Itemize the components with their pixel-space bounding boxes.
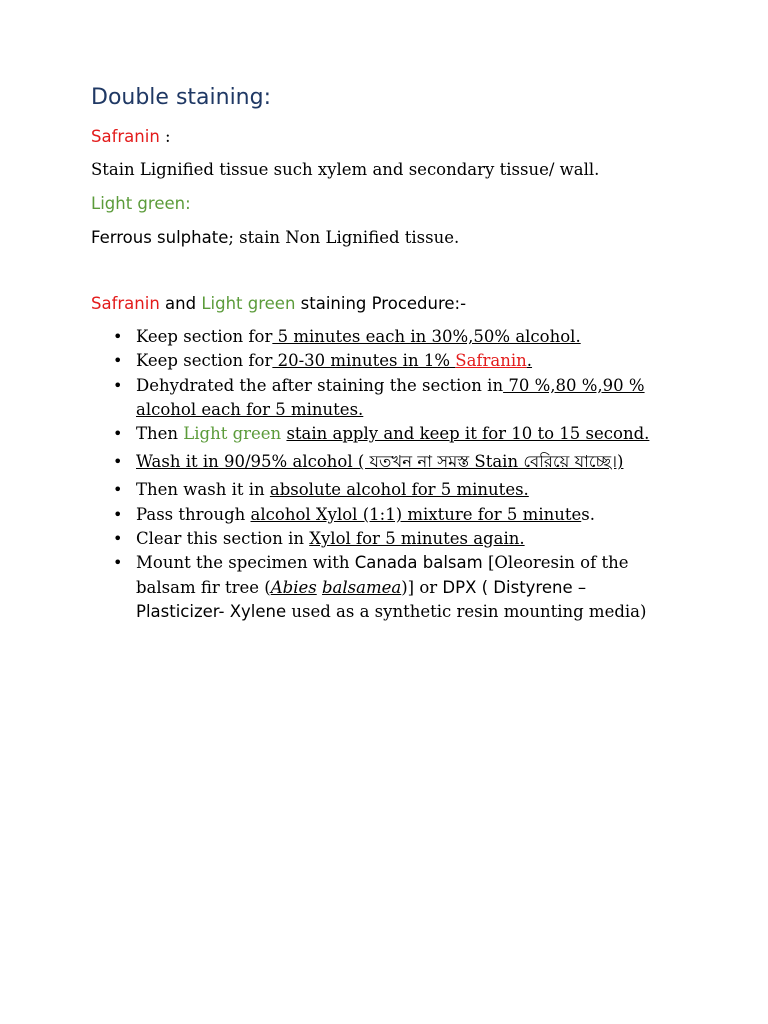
procedure-lightgreen: Light green xyxy=(201,294,296,313)
list-item xyxy=(113,551,676,624)
step-text: Keep section for xyxy=(136,327,273,346)
procedure-and: and xyxy=(159,294,202,313)
safranin-colon: : xyxy=(159,127,171,146)
safranin-heading: Safranin xyxy=(91,127,160,146)
list-item xyxy=(113,478,693,502)
step-underlined: Xylol for 5 minutes again. xyxy=(309,529,525,549)
procedure-steps xyxy=(113,325,693,624)
step-underlined: absolute alcohol for 5 minutes. xyxy=(269,480,529,500)
procedure-heading xyxy=(91,292,466,316)
step-text: Mount the specimen with xyxy=(136,553,355,573)
step-text: Pass through xyxy=(136,504,251,524)
list-item xyxy=(113,349,693,373)
step-bold: Canada balsam xyxy=(354,553,483,573)
step-underlined: . xyxy=(526,351,533,371)
procedure-safranin: Safranin xyxy=(91,294,160,313)
step-text: Then xyxy=(136,424,184,444)
ferrous-desc: ; stain Non Lignified tissue. xyxy=(228,228,460,247)
step-bold: DPX ( Distyrene – Plasticizer- Xylene xyxy=(136,577,587,621)
step-safranin: Safranin xyxy=(455,351,527,371)
step-text: Dehydrated the after staining the section in xyxy=(136,375,504,395)
list-item xyxy=(113,422,693,446)
step-text: Clear this section in xyxy=(136,529,310,549)
step-italic: Abies xyxy=(270,577,317,597)
page-title: Double staining: xyxy=(91,85,272,110)
step-lightgreen: Light green xyxy=(183,424,282,444)
step-text: )] or xyxy=(401,577,443,597)
safranin-heading-line xyxy=(91,125,171,149)
step-underlined: 20-30 minutes in 1% xyxy=(272,351,456,371)
step-italic: balsamea xyxy=(322,577,402,597)
step-underlined: Wash it in 90/95% alcohol ( যতখন না সমস্ত Stain বেরিয়ে যাচ্ছে।) xyxy=(136,452,624,472)
lightgreen-heading: Light green: xyxy=(91,194,191,213)
step-text: Then wash it in xyxy=(136,480,270,500)
step-underlined: 5 minutes each in 30%,50% alcohol. xyxy=(272,327,581,346)
list-item xyxy=(113,325,693,349)
list-item xyxy=(113,374,676,423)
ferrous-line xyxy=(91,226,459,250)
step-underlined: 70 %,80 %,90 % alcohol each for 5 minutes. xyxy=(136,375,645,419)
safranin-description: Stain Lignified tissue such xylem and secondary tissue/ wall. xyxy=(91,160,600,179)
step-text: used as a synthetic resin mounting media) xyxy=(286,601,647,621)
step-text: [Oleoresin of the balsam fir tree ( xyxy=(136,553,629,597)
ferrous-label: Ferrous sulphate xyxy=(91,228,229,247)
list-item xyxy=(113,527,693,551)
step-underlined: stain apply and keep it for 10 to 15 second. xyxy=(286,424,650,444)
list-item xyxy=(113,446,656,478)
procedure-rest: staining Procedure:- xyxy=(295,294,467,313)
list-item xyxy=(113,503,693,527)
step-text: s. xyxy=(581,504,595,524)
step-underlined: alcohol Xylol (1:1) mixture for 5 minute xyxy=(250,504,582,524)
step-text: Keep section for xyxy=(136,351,273,371)
